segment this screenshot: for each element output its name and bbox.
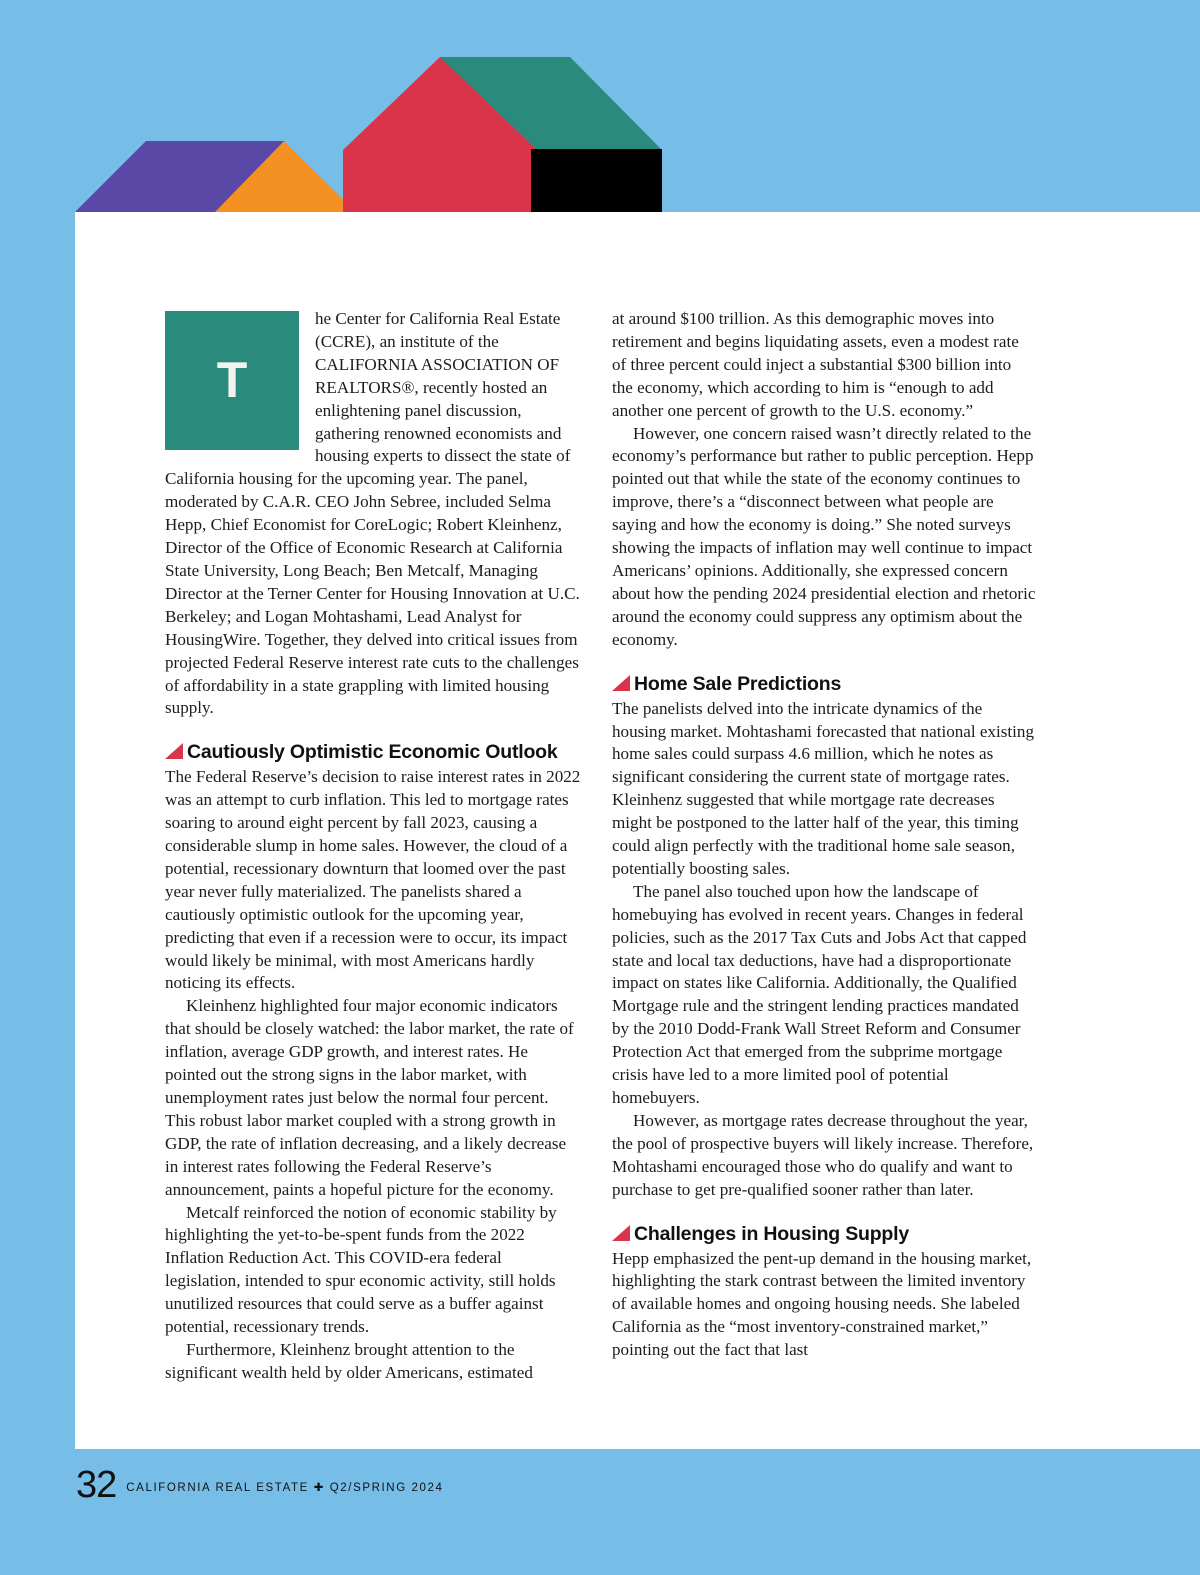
body-paragraph: Kleinhenz highlighted four major economic indicators that should be closely watched: the labor market, the rate of inflation, average GDP growth, and interest rates. He pointed out the strong signs in the labor market, with unemployment rates just below the normal four percent. This robust labor market coupled with a strong growth in GDP, the rate of inflation decreasing, and a likely decrease in interest rates following the Federal Reserve’s announcement, paints a hopeful picture for the economy. bbox=[165, 996, 574, 1199]
publication-line bbox=[126, 1480, 443, 1494]
section-gap bbox=[612, 652, 1036, 670]
lead-text: he Center for California Real Estate (CCRE), an institute of the CALIFORNIA ASSOCIATION OF REALTORS®, recently hosted an enlightening panel discussion, gathering renowned economists and housing experts to dissect the state of California housing for the upcoming year. The panel, moderated by C.A.R. CEO John Sebree, included Selma Hepp, Chief Economist for CoreLogic; Robert Kleinhenz, Director of the Office of Economic Research at California State University, Long Beach; Ben Metcalf, Managing Director at the Terner Center for Housing Innovation at U.C. Berkeley; and Logan Mohtashami, Lead Analyst for HousingWire. Together, they delved into critical issues from projected Federal Reserve interest rate cuts to the challenges of affordability in a state grappling with limited housing supply. bbox=[165, 309, 580, 718]
body-paragraph: The panelists delved into the intricate dynamics of the housing market. Mohtashami forecasted that national existing home sales could surpass 4.6 million, which he notes as significant considering the current state of mortgage rates. Kleinhenz suggested that while mortgage rate decreases might be postponed to the latter half of the year, this timing could align perfectly with the traditional home sale season, potentially boosting sales. bbox=[612, 698, 1035, 878]
publication-name: CALIFORNIA REAL ESTATE bbox=[126, 1482, 309, 1494]
left-column bbox=[165, 308, 581, 1385]
black-block-shape bbox=[531, 149, 662, 212]
right-column bbox=[612, 308, 1036, 1362]
section-gap bbox=[165, 720, 581, 738]
body-paragraph: The panel also touched upon how the landscape of homebuying has evolved in recent years. Changes in federal policies, such as the 2017 Tax Cuts and Jobs Act that capped state and local tax deductions, have had a disproportionate impact on states like California. Additionally, the Qualified Mortgage rule and the stringent lending practices mandated by the 2010 Dodd-Frank Wall Street Reform and Consumer Protection Act that emerged from the subprime mortgage crisis have led to a more limited pool of potential homebuyers. bbox=[612, 881, 1027, 1107]
section-heading-text: Home Sale Predictions bbox=[634, 672, 842, 695]
houses-illustration bbox=[0, 0, 700, 215]
body-paragraph: at around $100 trillion. As this demographic moves into retirement and begins liquidating assets, even a modest rate of three percent could inject a substantial $300 billion into the economy, which according to him is “enough to add another one percent of growth to the U.S. economy.” bbox=[612, 309, 1019, 420]
heading-marker-icon bbox=[612, 1225, 630, 1241]
body-paragraph: However, as mortgage rates decrease throughout the year, the pool of prospective buyers will likely increase. Therefore, Mohtashami encouraged those who do qualify and want to purchase to get pre-qualified sooner rather than later. bbox=[612, 1110, 1034, 1199]
drop-cap: T bbox=[165, 311, 299, 450]
body-paragraph: Hepp emphasized the pent-up demand in the housing market, highlighting the stark contrast between the limited inventory of available homes and ongoing housing needs. She labeled California as the “most inventory-constrained market,” pointing out the fact that last bbox=[612, 1248, 1032, 1360]
section-gap bbox=[612, 1202, 1036, 1220]
section-heading-text: Cautiously Optimistic Economic Outlook bbox=[187, 741, 558, 764]
lead-paragraph bbox=[165, 308, 581, 720]
issue-label: Q2/SPRING 2024 bbox=[329, 1482, 444, 1494]
body-paragraph: The Federal Reserve’s decision to raise interest rates in 2022 was an attempt to curb inflation. This led to mortgage rates soaring to around eight percent by fall 2023, causing a considerable slump in home sales. However, the cloud of a potential, recessionary downturn that loomed over the past year never fully materialized. The panelists shared a cautiously optimistic outlook for the upcoming year, predicting that even if a recession were to occur, its impact would likely be minimal, with most Americans hardly noticing its effects. bbox=[165, 767, 581, 993]
body-paragraph: Furthermore, Kleinhenz brought attention to the significant wealth held by older Americans, estimated bbox=[165, 1339, 533, 1382]
section-heading-text: Challenges in Housing Supply bbox=[634, 1222, 910, 1245]
section-heading bbox=[612, 670, 1036, 698]
article-page bbox=[75, 212, 1200, 1449]
body-paragraph: Metcalf reinforced the notion of economic stability by highlighting the yet-to-be-spent funds from the 2022 Inflation Reduction Act. This COVID-era federal legislation, intended to spur economic activity, still holds unutilized resources that could serve as a buffer against potential, recessionary trends. bbox=[165, 1202, 557, 1337]
plus-separator-icon: ✚ bbox=[313, 1482, 325, 1494]
body-paragraph: However, one concern raised wasn’t directly related to the economy’s performance but rather to public perception. Hepp pointed out that while the state of the economy continues to improve, there’s a “disconnect between what people are saying and how the economy is doing.” She noted surveys showing the impacts of inflation may well continue to impact Americans’ opinions. Additionally, she expressed concern about how the pending 2024 presidential election and rhetoric around the economy could suppress any optimism about the economy. bbox=[612, 423, 1036, 649]
page-footer bbox=[76, 1464, 444, 1507]
page-number: 32 bbox=[76, 1464, 117, 1506]
section-heading bbox=[165, 738, 581, 766]
section-heading bbox=[612, 1220, 1036, 1248]
heading-marker-icon bbox=[612, 675, 630, 691]
heading-marker-icon bbox=[165, 743, 183, 759]
